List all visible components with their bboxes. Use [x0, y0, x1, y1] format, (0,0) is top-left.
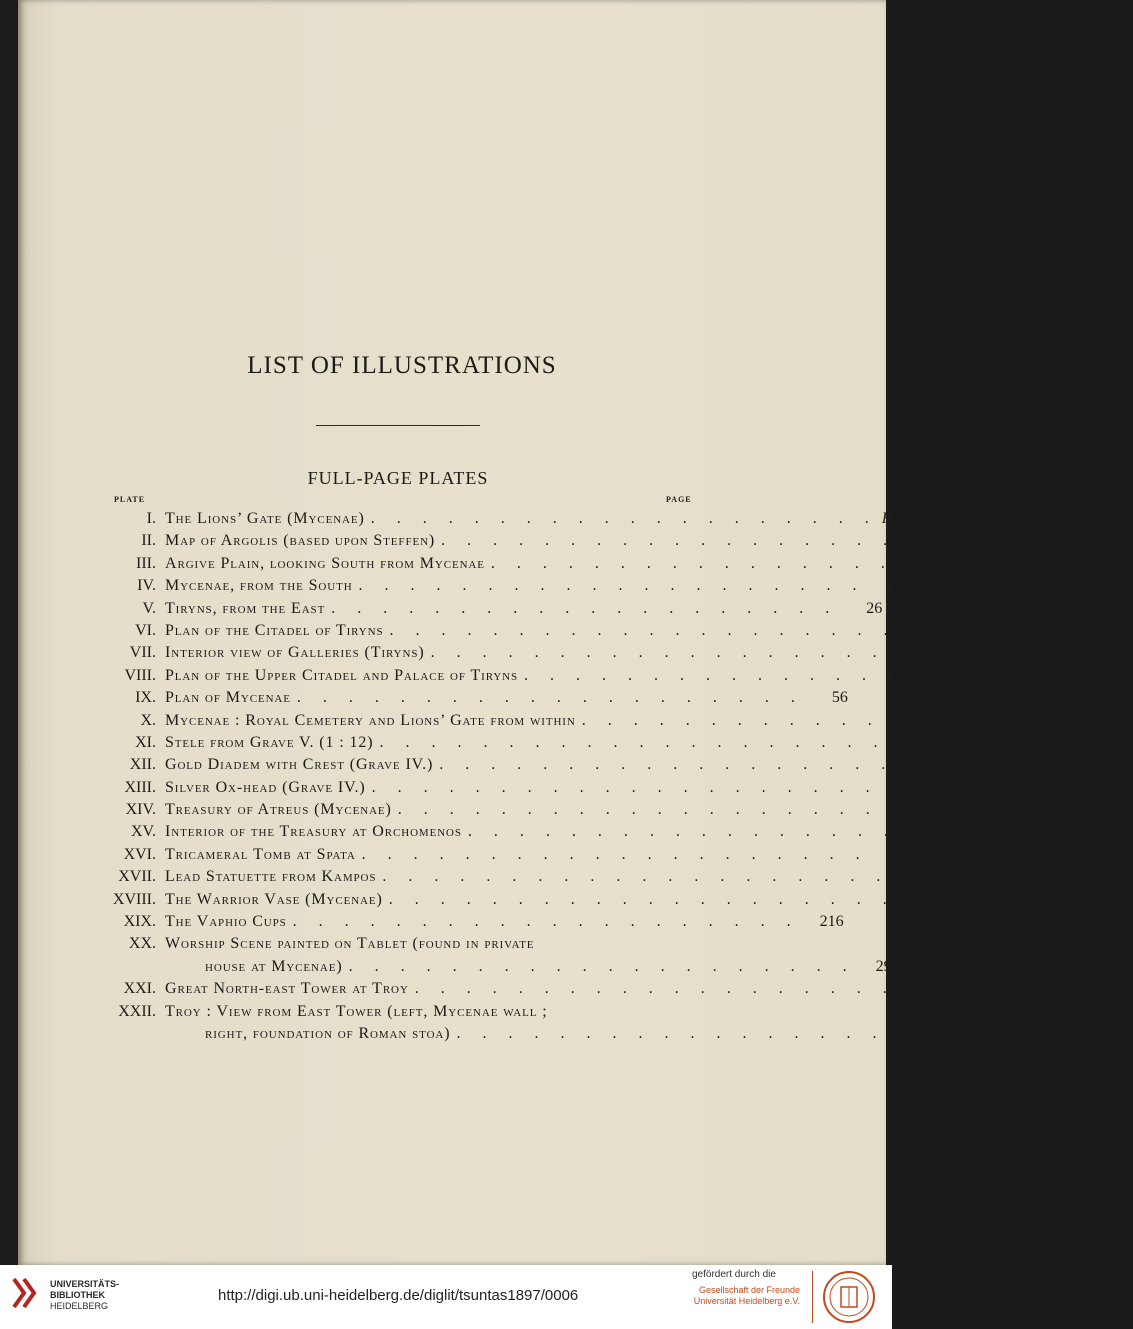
- sponsor-line1: Gesellschaft der Freunde: [698, 1285, 800, 1295]
- plate-number: XVII.: [118, 868, 156, 886]
- plate-row: [92, 777, 923, 799]
- plate-caption: Mycenae : Royal Cemetery and Lions’ Gate from within: [165, 711, 576, 729]
- plate-caption: The Lions’ Gate (Mycenae): [165, 510, 365, 527]
- plate-page: 92: [914, 733, 931, 751]
- plate-page: 100: [966, 756, 991, 774]
- library-name: [50, 1279, 119, 1312]
- plate-number: X.: [140, 711, 156, 729]
- plate-row: [92, 598, 883, 620]
- plate-number: V.: [142, 599, 156, 617]
- plate-page: 128: [994, 823, 1019, 841]
- plate-caption: Map of Argolis (based upon Steffen): [165, 532, 436, 550]
- dot-leader: . . . . . . . . . . . . . . . . . . . .: [441, 532, 949, 550]
- plate-caption: Worship Scene painted on Tablet (found in private: [165, 935, 535, 953]
- plate-number: XII.: [129, 756, 156, 774]
- dot-leader: . . . . . . . . . . . . . . . . . . . .: [370, 510, 878, 527]
- plate-row: [92, 754, 991, 776]
- plate-caption: house at Mycenae): [205, 957, 343, 975]
- dot-leader: . . . . . . . . . . . . . . . . . . . .: [292, 913, 800, 931]
- plate-caption: Plan of Mycenae: [165, 689, 291, 707]
- plate-row: [92, 732, 931, 754]
- dot-leader: . . . . . . . . . . . . . . . . . . . .: [430, 644, 938, 662]
- plate-page: 44: [1059, 666, 1076, 684]
- plate-number: XX.: [128, 935, 156, 953]
- dot-leader: . . . . . . . . . . . . . . . . . . . .: [388, 890, 896, 908]
- plate-page: 104: [898, 778, 923, 796]
- page-column-header: PAGE: [666, 495, 692, 504]
- plate-row: [92, 844, 913, 866]
- plate-caption: Plan of the Upper Citadel and Palace of Tiryns: [165, 666, 519, 684]
- dot-leader: . . . . . . . . . . . . . . . . . . . .: [524, 666, 1032, 684]
- plate-row: [92, 978, 966, 1000]
- plate-page: [658, 933, 702, 955]
- plate-caption: Argive Plain, looking South from Mycenae: [165, 554, 485, 572]
- plate-number: VIII.: [124, 666, 156, 684]
- library-name-line1: UNIVERSITÄTS-: [50, 1279, 120, 1289]
- plate-row: [92, 665, 1076, 687]
- plate-column-header: PLATE: [114, 495, 146, 504]
- library-name-line3: HEIDELBERG: [50, 1301, 109, 1311]
- plate-number: III.: [136, 554, 156, 572]
- plate-row: [92, 642, 982, 664]
- sponsor-label: gefördert durch die: [692, 1269, 776, 1280]
- plate-page: 216: [819, 913, 844, 931]
- dot-leader: [548, 1001, 658, 1023]
- plate-number: IX.: [135, 689, 156, 707]
- plate-number: XIV.: [125, 801, 156, 819]
- plate-row: [92, 956, 900, 978]
- plate-number: XV.: [130, 823, 156, 841]
- plate-page: 32: [924, 621, 941, 639]
- plate-number: XIX.: [123, 913, 156, 931]
- dot-leader: . . . . . . . . . . . . . . . . . . . .: [397, 801, 905, 819]
- plate-number: IV.: [137, 577, 156, 595]
- dot-leader: . . . . . . . . . . . . . . . . . . . .: [361, 845, 869, 863]
- dot-leader: . . . . . . . . . . . . . . . . . . . .: [379, 733, 887, 751]
- plate-caption: Mycenae, from the South: [165, 577, 353, 595]
- dot-leader: . . . . . . . . . . . . . . . . . . . .: [331, 599, 839, 617]
- plate-caption: The Warrior Vase (Mycenae): [165, 890, 383, 908]
- plate-row: [92, 710, 1133, 732]
- plate-caption: Tiryns, from the East: [165, 599, 326, 617]
- plate-page: 136: [888, 845, 913, 863]
- plate-number: II.: [141, 532, 156, 550]
- plate-caption: right, foundation of Roman stoa): [205, 1024, 451, 1042]
- plate-row: [92, 553, 1042, 575]
- university-seal-icon: [822, 1270, 876, 1324]
- plate-row: [92, 575, 910, 597]
- plate-caption: Interior view of Galleries (Tiryns): [165, 644, 425, 662]
- plate-number: XIII.: [124, 778, 156, 796]
- plate-number: I.: [146, 510, 156, 527]
- dot-leader: . . . . . . . . . . . . . . . . . . . .: [414, 980, 922, 998]
- plate-page: 16: [1025, 554, 1042, 572]
- plate-page: 294: [875, 957, 900, 975]
- section-title: FULL-PAGE PLATES: [307, 468, 489, 488]
- plate-page: Frontispiece.: [881, 510, 967, 527]
- dot-leader: . . . . . . . . . . . . . . . . . . . .: [490, 554, 998, 572]
- plates-list: [92, 508, 1133, 1045]
- plate-row: [92, 508, 967, 530]
- dot-leader: . . . . . . . . . . . . . . . . . . . .: [371, 778, 879, 796]
- plate-caption: Tricameral Tomb at Spata: [165, 845, 356, 863]
- plate-page: 36: [965, 644, 982, 662]
- library-logo-icon: [10, 1275, 42, 1311]
- plate-number: VII.: [129, 644, 156, 662]
- plate-row: [92, 821, 1019, 843]
- dot-leader: . . . . . . . . . . . . . . . . . . . .: [467, 823, 975, 841]
- dot-leader: . . . . . . . . . . . . . . . . . . . .: [456, 1024, 964, 1042]
- dot-leader: . . . . . . . . . . . . . . . . . . . .: [348, 957, 856, 975]
- plate-row: [92, 687, 848, 709]
- plate-caption: Silver Ox-head (Grave IV.): [165, 778, 366, 796]
- dot-leader: [534, 933, 658, 955]
- permalink-url[interactable]: http://digi.ub.uni-heidelberg.de/diglit/tsuntas1897/0006: [218, 1287, 579, 1304]
- plate-caption: Gold Diadem with Crest (Grave IV.): [165, 756, 434, 774]
- plate-page: 56: [831, 689, 848, 707]
- plate-caption: Stele from Grave V. (1 : 12): [165, 733, 374, 751]
- plate-page: 158: [909, 868, 934, 886]
- plate-number: XVI.: [123, 845, 156, 863]
- plate-caption: Troy : View from East Tower (left, Mycenae wall ;: [165, 1002, 548, 1020]
- dot-leader: . . . . . . . . . . . . . . . . . . . .: [382, 868, 890, 886]
- plate-row: [92, 1023, 1008, 1045]
- plate-row: [92, 933, 702, 955]
- plate-number: XXI.: [123, 980, 156, 998]
- sponsor-name: [690, 1285, 800, 1307]
- plate-number: [92, 956, 165, 978]
- plate-number: XVIII.: [112, 890, 156, 908]
- plate-row: [92, 799, 949, 821]
- plate-number: XXII.: [118, 1002, 156, 1020]
- dot-leader: . . . . . . . . . . . . . . . . . . . .: [439, 756, 947, 774]
- plate-page: 114: [925, 801, 949, 819]
- plate-row: [92, 620, 941, 642]
- plate-page: 82: [1116, 711, 1133, 729]
- plate-row: [92, 866, 934, 888]
- plate-page: 190: [915, 890, 940, 908]
- plate-caption: Lead Statuette from Kampos: [165, 868, 377, 886]
- dot-leader: . . . . . . . . . . . . . . . . . . . .: [358, 577, 866, 595]
- dot-leader: . . . . . . . . . . . . . . . . . . . .: [389, 621, 897, 639]
- plate-row: [92, 530, 993, 552]
- title-rule: [316, 425, 480, 426]
- book-page: [18, 0, 1133, 1265]
- plate-page: 346: [941, 980, 966, 998]
- plate-page: 20: [893, 577, 910, 595]
- plate-number: VI.: [135, 621, 156, 639]
- plate-page: 26: [866, 599, 883, 617]
- page-title: LIST OF ILLUSTRATIONS: [247, 352, 557, 379]
- plate-caption: The Vaphio Cups: [165, 913, 287, 931]
- library-name-line2: BIBLIOTHEK: [50, 1290, 105, 1300]
- sponsor-line2: Universität Heidelberg e.V.: [693, 1296, 800, 1306]
- plate-row: [92, 911, 844, 933]
- plate-number: XI.: [135, 733, 156, 751]
- plate-page: 366: [983, 1024, 1008, 1042]
- plate-caption: Great North-east Tower at Troy: [165, 980, 409, 998]
- plate-caption: Interior of the Treasury at Orchomenos: [165, 823, 462, 841]
- plate-row: [92, 889, 940, 911]
- plate-page: [658, 1001, 702, 1023]
- plate-number: [92, 1023, 165, 1045]
- plate-row: [92, 1001, 702, 1023]
- dot-leader: . . . . . . . . . . . . . . . . . . . .: [581, 711, 1089, 729]
- plate-caption: Plan of the Citadel of Tiryns: [165, 621, 384, 639]
- footer-bar: [0, 1265, 892, 1329]
- footer-divider: [812, 1271, 813, 1323]
- plate-page: 12: [976, 532, 993, 550]
- dot-leader: . . . . . . . . . . . . . . . . . . . .: [296, 689, 804, 707]
- plate-caption: Treasury of Atreus (Mycenae): [165, 801, 392, 819]
